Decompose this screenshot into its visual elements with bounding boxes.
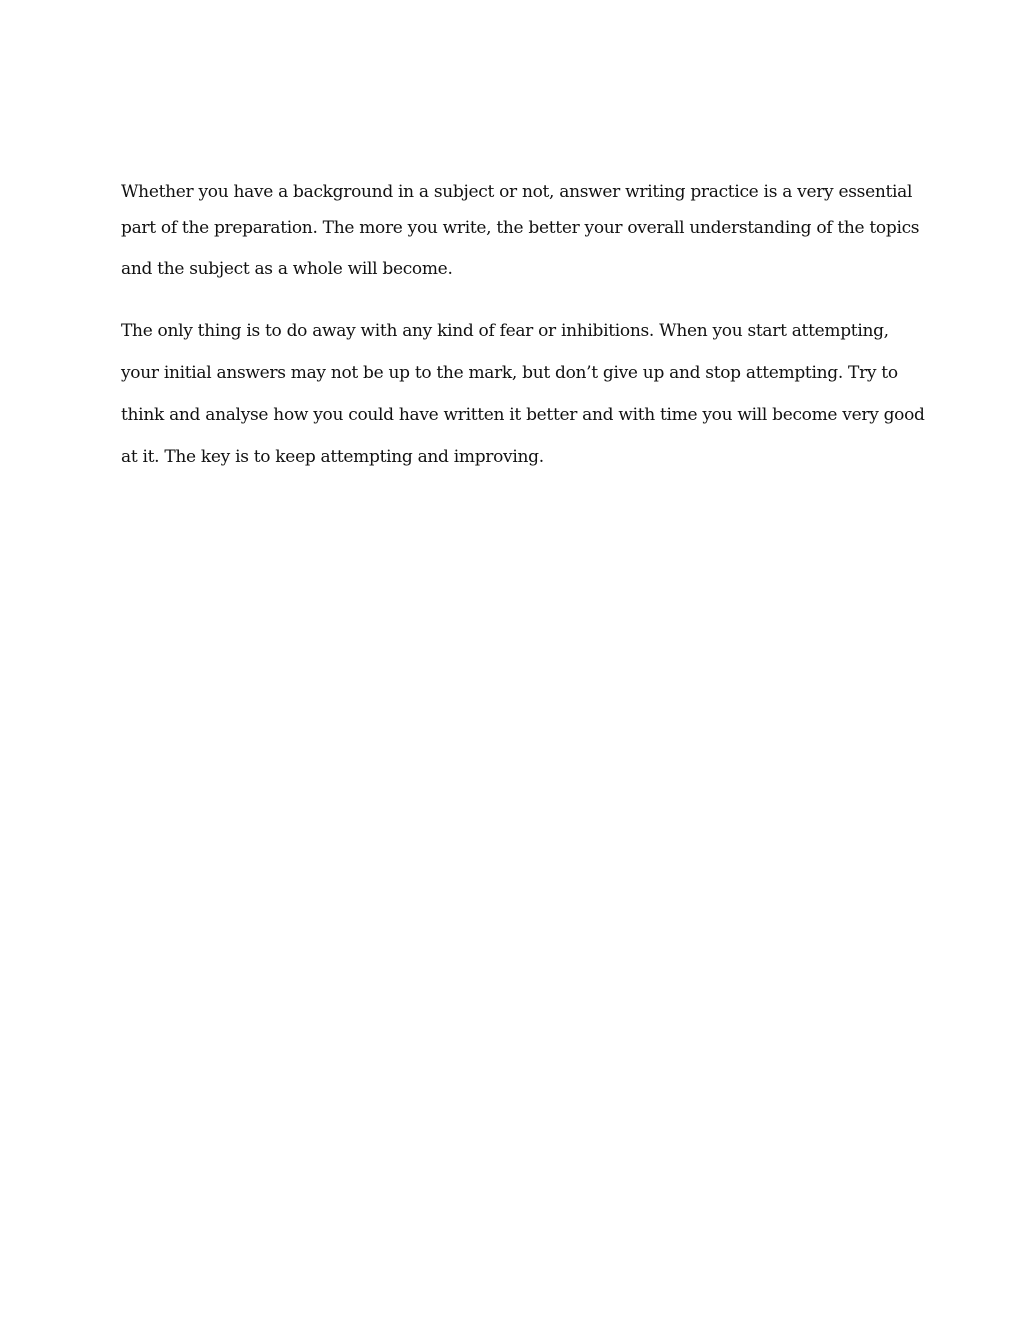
document-body [121,176,925,478]
paragraph-answer-writing-practice [121,176,920,290]
text-line: your initial answers may not be up to the mark, but don’t give up and stop attempting. Try to [121,363,898,383]
text-line: and the subject as a whole will become. [121,259,453,279]
text-line: The only thing is to do away with any kind of fear or inhibitions. When you start attempting, [121,321,889,341]
text-line: at it. The key is to keep attempting and improving. [121,447,544,467]
paragraph-overcome-fear [121,310,925,478]
text-line: part of the preparation. The more you write, the better your overall understanding of the topics [121,218,920,238]
text-line: Whether you have a background in a subject or not, answer writing practice is a very essential [121,182,913,202]
text-line: think and analyse how you could have written it better and with time you will become very good [121,405,925,425]
